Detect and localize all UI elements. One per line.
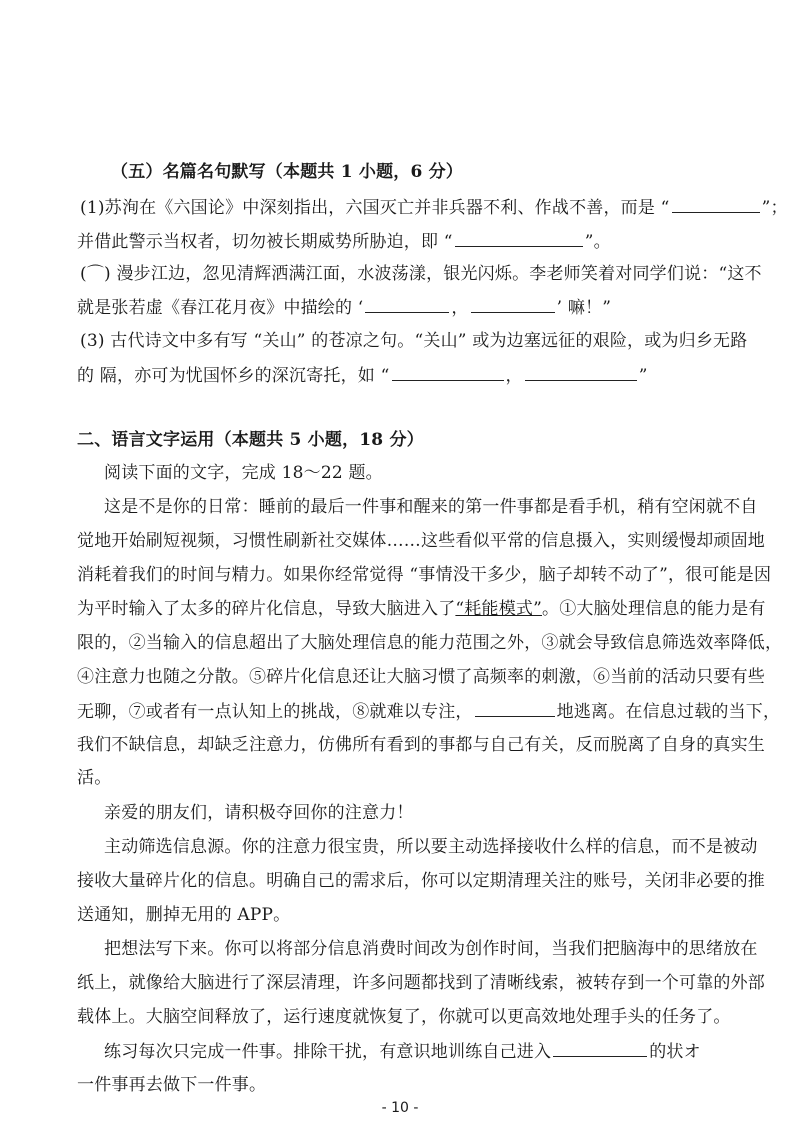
question-3-line-1: (3) 古代诗文中多有写 “关山” 的苍凉之句。“关山” 或为边塞远征的艰险，或为归乡无路: [80, 331, 748, 351]
answer-blank[interactable]: [475, 700, 555, 717]
passage-line: 主动筛选信息源。你的注意力很宝贵，所以要主动选择接收什么样的信息，而不是被动: [104, 837, 758, 857]
passage-line: [77, 700, 780, 723]
passage-line: ④注意力也随之分散。⑤碎片化信息还让大脑习惯了高频率的刺激，⑥当前的活动只要有些: [77, 667, 765, 687]
answer-blank[interactable]: [455, 230, 583, 247]
passage-line: 亲爱的朋友们，请积极夺回你的注意力！: [104, 803, 414, 823]
underlined-phrase: “耗能模式”: [455, 599, 542, 619]
passage-line: 接收大量碎片化的信息。明确自己的需求后，你可以定期清理关注的账号，关闭非必要的推: [77, 871, 765, 891]
q3-text-d: ”: [638, 366, 648, 386]
passage-text: 为平时输入了太多的碎片化信息，导致大脑进入了: [77, 599, 456, 619]
section5-heading: （五）名篇名句默写（本题共 1 小题，6 分）: [111, 162, 464, 182]
answer-blank[interactable]: [525, 364, 637, 381]
passage-line: 把想法写下来。你可以将部分信息消费时间改为创作时间，当我们把脑海中的思绪放在: [104, 939, 758, 959]
answer-blank[interactable]: [392, 364, 504, 381]
q3-text-b: 的 隔，亦可为忧国怀乡的深沉寄托，如 “: [77, 366, 390, 386]
question-3-line-2: [77, 364, 648, 387]
q1-text-a: (1)苏洵在《六国论》中深刻指出，六国灭亡并非兵器不利、作战不善，而是 “: [80, 198, 670, 218]
q2-text-d: ’ 嘛！”: [556, 298, 612, 318]
answer-blank[interactable]: [553, 1040, 647, 1057]
answer-blank[interactable]: [471, 296, 555, 313]
page-number: - 10 -: [381, 1100, 419, 1116]
passage-line: 纸上，就像给大脑进行了深层清理，许多问题都找到了清晰线索，被转存到一个可靠的外部: [77, 973, 765, 993]
passage-line: 送通知，删掉无用的 APP。: [77, 905, 291, 925]
passage-text: 地逃离。在信息过载的当下，: [556, 702, 781, 722]
passage-line: [77, 598, 766, 620]
q1-text-c: 并借此警示当权者，切勿被长期威势所胁迫，即 “: [77, 232, 453, 252]
passage-line: 一件事再去做下一件事。: [77, 1075, 267, 1095]
passage-line: 限的，②当输入的信息超出了大脑处理信息的能力范围之外，③就会导致信息筛选效率降低，: [77, 633, 783, 653]
passage-text: 。①大脑处理信息的能力是有: [542, 599, 766, 619]
passage-text: 的状オ: [649, 1042, 701, 1062]
passage-line: [104, 1040, 701, 1063]
passage-line: 我们不缺信息，却缺乏注意力，仿佛所有看到的事都与自己有关，反而脱离了自身的真实生: [77, 735, 765, 755]
section2-heading: 二、语言文字运用（本题共 5 小题，18 分）: [77, 430, 424, 450]
passage-line: 载体上。大脑空间释放了，运行速度就恢复了，你就可以更高效地处理手头的任务了。: [77, 1007, 731, 1027]
question-2-line-1: (⌒) 漫步江边，忽见清辉洒满江面，水波荡漾，银光闪烁。李老师笑着对同学们说：“这不: [80, 264, 762, 284]
passage-text: 无聊，⑦或者有一点认知上的挑战，⑧就难以专注，: [77, 702, 473, 722]
q2-text-c: ，: [451, 298, 469, 318]
reading-instruction: 阅读下面的文字，完成 18～22 题。: [104, 463, 383, 483]
passage-line: 这是不是你的日常：睡前的最后一件事和醒来的第一件事都是看手机，稍有空闲就不自: [104, 497, 758, 517]
question-2-line-2: [77, 296, 611, 319]
q1-text-b: ”；: [761, 198, 788, 218]
q1-text-d: ”。: [584, 232, 611, 252]
passage-line: 活。: [77, 768, 112, 788]
question-1-line-2: [77, 230, 611, 253]
passage-text: 练习每次只完成一件事。排除干扰，有意识地训练自己进入: [104, 1042, 552, 1062]
passage-line: 消耗着我们的时间与精力。如果你经常觉得 “事情没干多少，脑子却转不动了”，很可能是因: [77, 565, 772, 585]
answer-blank[interactable]: [365, 296, 449, 313]
passage-line: 觉地开始刷短视频，习惯性刷新社交媒体……这些看似平常的信息摄入，实则缓慢却顽固地: [77, 531, 765, 551]
q2-text-b: 就是张若虚《春江花月夜》中描绘的 ‘: [77, 298, 364, 318]
question-1-line-1: [80, 196, 788, 219]
answer-blank[interactable]: [672, 196, 760, 213]
q3-text-c: ，: [505, 366, 523, 386]
